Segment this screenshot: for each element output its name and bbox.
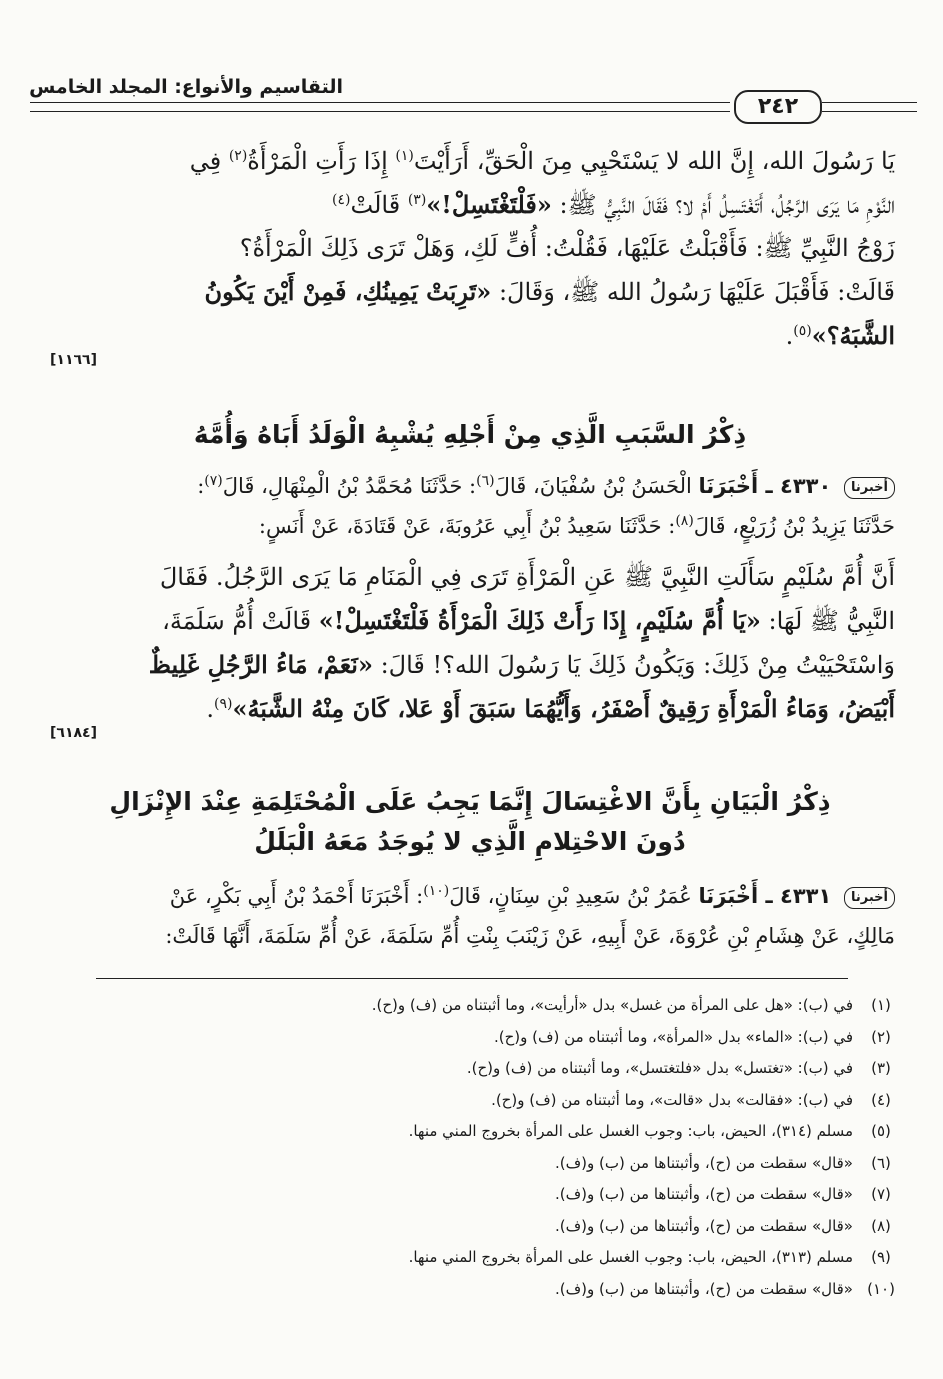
footnote: [45, 1085, 895, 1117]
text-line: النَّبِيُّ ﷺ لَهَا: «يَا أُمَّ سُلَيْمٍ، إِذَا رَأَتْ ذَلِكَ الْمَرْأَةُ فَلْتَغْتَسِلْ!» قَالَتْ أُمُّ سَلَمَةَ،: [162, 606, 895, 635]
footnote: [45, 1053, 895, 1085]
section-heading: [45, 782, 895, 862]
footnote-text: في (ب): «الماء» بدل «المرأة»، وما أثبتناه من (ف) و(ح).: [493, 1027, 853, 1046]
footnote-number: (٢): [871, 1027, 891, 1046]
hadith-reference: [٦١٨٤]: [50, 725, 97, 741]
running-title: التقاسيم والأنواع: المجلد الخامس: [29, 76, 343, 98]
paragraph: [45, 140, 895, 358]
footnote: [45, 1179, 895, 1211]
footnote-text: «قال» سقطت من (ح)، وأثبتناها من (ب) و(ف).: [554, 1185, 853, 1203]
footnote: [45, 990, 895, 1022]
footnote-text: في (ب): «هل على المرأة من غسل» بدل «أرأيت»، وما أثبتناه من (ف) و(ح).: [371, 996, 853, 1014]
footnote-number: (١): [871, 996, 891, 1014]
section-heading: ذِكْرُ السَّبَبِ الَّذِي مِنْ أَجْلِهِ يُشْبِهُ الْوَلَدُ أَبَاهُ وَأُمَّهُ: [193, 420, 747, 449]
text-line: أَبْيَضُ، وَمَاءُ الْمَرْأَةِ رَقِيقٌ أَصْفَرُ، وَأَيُّهُمَا سَبَقَ أَوْ عَلا، كَانَ مِنْهُ الشَّبَهُ»$^{(٩)}$.: [206, 694, 895, 723]
khabar-badge: أخبرنا: [844, 887, 895, 909]
text-line: مَالِكٍ، عَنْ هِشَامِ بْنِ عُرْوَةَ، عَنْ أَبِيهِ، عَنْ زَيْنَبَ بِنْتِ أُمِّ سَلَمَةَ، عَنْ أُمِّ سَلَمَةَ، أَنَّهَا قَالَتْ:: [165, 924, 895, 948]
header-rule: [822, 102, 917, 112]
heading-line: دُونَ الاحْتِلامِ الَّذِي لا يُوجَدُ مَعَهُ الْبَلَلُ: [254, 827, 686, 856]
paragraph: [45, 556, 895, 731]
footnote-text: مسلم (٣١٣)، الحيض، باب: وجوب الغسل على المرأة بخروج المني منها.: [408, 1248, 853, 1266]
text-line: أَنَّ أُمَّ سُلَيْمٍ سَأَلَتِ النَّبِيَّ ﷺ عَنِ الْمَرْأَةِ تَرَى فِي الْمَنَامِ مَا يَرَى الرَّجُلُ. فَقَالَ: [159, 563, 895, 591]
footnote-text: «قال» سقطت من (ح)، وأثبتناها من (ب) و(ف).: [554, 1279, 853, 1298]
text-line: أخبرنا ٤٣٣٠ ـ أَخْبَرَنَا الْحَسَنُ بْنُ سُفْيَانَ، قَالَ$^{(٦)}$: حَدَّثَنَا مُحَمَّدُ بْنُ الْمِنْهَالِ، قَالَ$^{(٧)}$:: [45, 466, 895, 506]
page-number: ٢٤٢: [734, 90, 822, 124]
footnote-separator: [96, 978, 848, 979]
isnad-paragraph: [45, 876, 895, 956]
footnote-text: مسلم (٣١٤)، الحيض، باب: وجوب الغسل على المرأة بخروج المني منها.: [408, 1122, 853, 1140]
footnote-number: (٨): [871, 1216, 891, 1235]
footnote-number: (٤): [871, 1090, 891, 1109]
text-line: أخبرنا ٤٣٣١ ـ أَخْبَرَنَا عُمَرُ بْنُ سَعِيدِ بْنِ سِنَانٍ، قَالَ$^{(١٠)}$: أَخْبَرَنَا أَحْمَدُ بْنُ أَبِي بَكْرٍ، عَنْ: [45, 876, 895, 916]
text-line: يَا رَسُولَ الله، إِنَّ الله لا يَسْتَحْيِي مِنَ الْحَقِّ، أَرَأَيْتَ$^{(١)}$ إِذَا رَأَتِ الْمَرْأَةُ$^{(٢)}$ فِي: [189, 147, 895, 175]
isnad-paragraph: [45, 466, 895, 546]
footnote-text: «قال» سقطت من (ح)، وأثبتناها من (ب) و(ف).: [554, 1216, 853, 1235]
footnote-text: في (ب): «تغتسل» بدل «فلتغتسل»، وما أثبتناه من (ف) و(ح).: [466, 1059, 853, 1077]
text-line: النَّوْمِ مَا يَرَى الرَّجُلُ، أَتَغْتَسِلُ أَمْ لا؟ فَقَالَ النَّبِيُّ ﷺ: «فَلْتَغْتَسِلْ!»$^{(٣)}$ قَالَتْ$^{(٤)}$: [332, 190, 895, 219]
heading-line: ذِكْرُ الْبَيَانِ بِأَنَّ الاغْتِسَالَ إِنَّمَا يَجِبُ عَلَى الْمُحْتَلِمَةِ عِنْدَ الإِنْزَالِ: [109, 787, 831, 816]
text-line: وَاسْتَحْيَيْتُ مِنْ ذَلِكَ: وَيَكُونُ ذَلِكَ يَا رَسُولَ الله؟! قَالَ: «نَعَمْ، مَاءُ الرَّجُلِ غَلِيظٌ: [148, 650, 895, 679]
footnote: [45, 1148, 895, 1180]
footnote-text: في (ب): «فقالت» بدل «قالت»، وما أثبتناه من (ف) و(ح).: [491, 1090, 853, 1109]
footnote-number: (٥): [871, 1122, 891, 1140]
footnotes: [45, 990, 895, 1305]
text-line: الشَّبَهُ؟»$^{(٥)}$.: [785, 321, 895, 350]
header-rule: [30, 102, 730, 112]
footnote-text: «قال» سقطت من (ح)، وأثبتناها من (ب) و(ف).: [554, 1153, 853, 1172]
footnote-number: (٦): [871, 1153, 891, 1172]
hadith-reference: [١١٦٦]: [50, 352, 97, 368]
text-line: زَوْجُ النَّبِيِّ ﷺ: فَأَقْبَلْتُ عَلَيْهَا، فَقُلْتُ: أُفٍّ لَكِ، وَهَلْ تَرَى ذَلِكَ الْمَرْأَةُ؟: [239, 234, 895, 262]
footnote: [45, 1242, 895, 1274]
footnote-number: (٣): [871, 1059, 891, 1077]
footnote: [45, 1022, 895, 1054]
text-line: قَالَتْ: فَأَقْبَلَ عَلَيْهَا رَسُولُ الله ﷺ، وَقَالَ: «تَرِبَتْ يَمِينُكِ، فَمِنْ أَيْنَ يَكُونُ: [204, 277, 895, 306]
text-line: حَدَّثَنَا يَزِيدُ بْنُ زُرَيْعٍ، قَالَ$^{(٨)}$: حَدَّثَنَا سَعِيدُ بْنُ أَبِي عَرُوبَةَ، عَنْ قَتَادَةَ، عَنْ أَنَسٍ:: [258, 513, 895, 538]
footnote-number: (٧): [871, 1185, 891, 1203]
footnote-number: (٩): [871, 1248, 891, 1266]
footnote-number: (١٠): [867, 1279, 895, 1298]
khabar-badge: أخبرنا: [844, 477, 895, 499]
footnote: [45, 1211, 895, 1243]
footnote: [45, 1116, 895, 1148]
footnote: [45, 1274, 895, 1306]
